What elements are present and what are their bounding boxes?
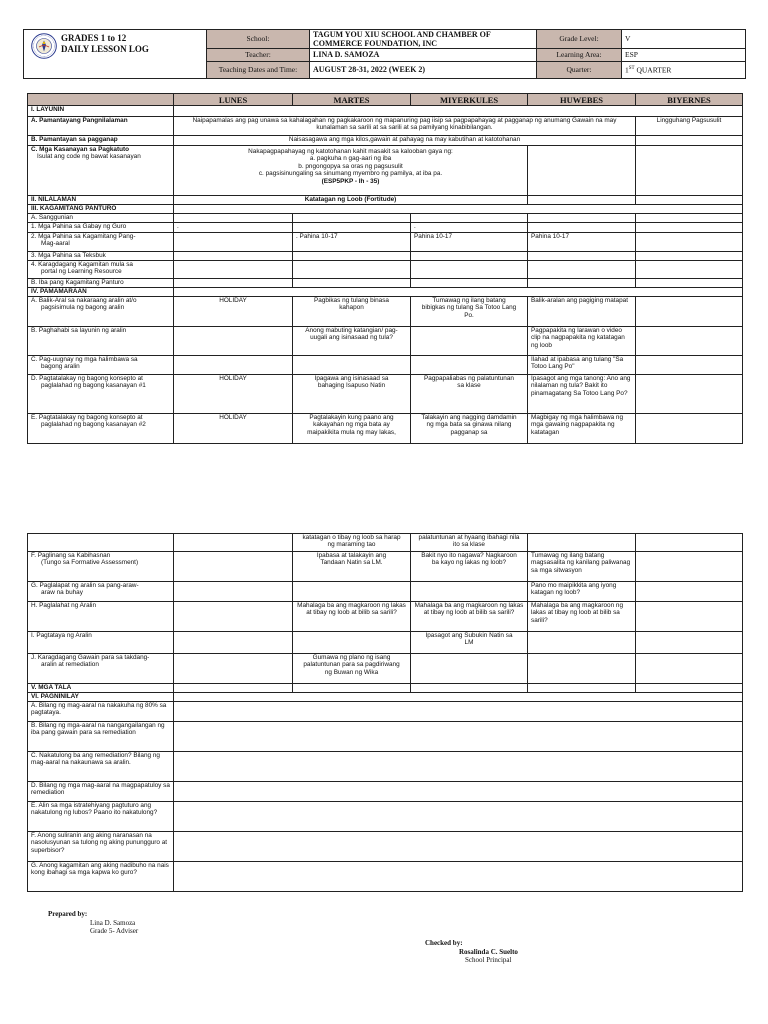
table-row [28, 702, 743, 722]
reflection-b: B. Bilang ng mga-aaral na nangangailangan ng iba pang gawain para sa remediation [28, 722, 174, 752]
table-row [28, 196, 743, 205]
konsepto-1-label: D. Pagtatalakay ng bagong konsepto at paglalahad ng bagong kasanayan #1 [28, 375, 174, 414]
pagganap-label: B. Pamantayan sa pagganap [28, 136, 174, 146]
table-row [28, 117, 743, 136]
kasanayan-text: Nakapagpapahayag ng katotohanan kahit masakit sa kalooban gaya ng: a. pagkuha n gag-aari ng iba b. pngongopya sa oras ng pagsusulit c. pagsisinungaling sa sinumang myembro ng pamilya, at iba pa. (ESP5PKP - Ih - 35) [174, 146, 528, 196]
quarter-value: 1ST QUARTER [622, 62, 746, 79]
deped-seal-icon [31, 33, 57, 59]
teacher-value: LINA D. SAMOZA [310, 49, 537, 62]
section-pagninilay: VI. PAGNINILAY [28, 693, 174, 702]
teksbuk-label: 3. Mga Pahina sa Teksbuk [28, 252, 174, 261]
table-row [28, 205, 743, 214]
table-row [28, 862, 743, 892]
section-nilalaman: II. NILALAMAN [28, 196, 174, 205]
kagamitang-label: 2. Mga Pahina sa Kagamitang Pang- Mag-aaral [28, 233, 174, 252]
section-layunin: I. LAYUNIN [28, 106, 174, 117]
konsepto-2-label: E. Pagtatalakay ng bagong konsepto at paglalahad ng bagong kasanayan #2 [28, 414, 174, 444]
paglalapat-label: G. Paglalapat ng aralin sa pang-araw- araw na buhay [28, 582, 174, 602]
reflection-g: G. Anong kagamitan ang aking nadibuho na nais kong ibahagi sa mga kapwa ko guro? [28, 862, 174, 892]
quarter-label: Quarter: [537, 62, 622, 79]
karagdagang-label: 4. Karagdagang Kagamitan mula sa portal ng Learning Resource [28, 261, 174, 279]
table-row: J. Karagdagang Gawain para sa takdang- aralin at remediation Gumawa ng plano ng isang palatuntunan para sa pagdiriwang ng Buwan ng Wika [28, 654, 743, 684]
table-row: E. Pagtatalakay ng bagong konsepto at paglalahad ng bagong kasanayan #2 HOLIDAY Pagtalakayin kung paano ang kakayahan ng mga bata ay maipakikita mula ng may lakas, Talakayin ang nagging damdamin ng mga bata sa ginawa nilang pagganap sa Magbigay ng mga halimbawa ng mga gawaing nagpapakita ng katatagan [28, 414, 743, 444]
prepared-by-role: Grade 5- Adviser [90, 927, 139, 935]
reflection-d: D. Bilang ng mga mag-aaral na magpapatuloy sa remediation [28, 782, 174, 802]
table-row [28, 288, 743, 297]
reflection-a: A. Bilang ng mag-aaral na nakakuha ng 80% sa pagtataya. [28, 702, 174, 722]
nilalaman-text: Katatagan ng Loob (Fortitude) [174, 196, 528, 205]
day-martes: MARTES [293, 94, 411, 106]
pagtataya-label: I. Pagtataya ng Aralin [28, 632, 174, 654]
table-row: B. Paghahabi sa layunin ng aralin Anong mabuting katangian/ pag-uugali ang isinasaad ng tula? Pagpapakita ng larawan o video clip na nagpapakita ng katatagan ng loob [28, 327, 743, 356]
kasanayan-code: (ESP5PKP - Ih - 35) [321, 177, 380, 185]
grade-level-value: V [622, 30, 746, 49]
karagdagang-gawain-label: J. Karagdagang Gawain para sa takdang- aralin at remediation [28, 654, 174, 684]
table-row [28, 802, 743, 832]
pamantayang-label: A. Pamantayang Pangnilalaman [28, 117, 174, 136]
table-row [28, 261, 743, 279]
reflection-e: E. Alin sa mga istratehiyang pagtuturo ang nakatulong ng lubos? Paano ito nakatulong? [28, 802, 174, 832]
paglinang-label: F. Paglinang sa Kabihasnan (Tungo sa Formative Assessment) [28, 552, 174, 582]
prepared-by-label: Prepared by: [48, 910, 88, 918]
section-pamamaraan: IV. PAMAMARAAN [28, 288, 174, 297]
table-row: H. Paglalahat ng Aralin Mahalaga ba ang magkaroon ng lakas at tibay ng loob at bilib sa sarili? Mahalaga ba ang magkaroon ng lakas at tibay ng loob at bilib sa sarili? Mahalaga ba ang magkaroon ng lakas at tibay ng loob at bilib sa sarili? [28, 602, 743, 632]
table-row: G. Paglalapat ng aralin sa pang-araw- araw na buhay Pano mo maipikkita ang iyong katagan ng loob? [28, 582, 743, 602]
checked-by-name: Rosalinda C. Suelto [459, 947, 518, 956]
day-header-blank [28, 94, 174, 106]
table-row [28, 684, 743, 693]
table-row [28, 106, 743, 117]
teacher-label: Teacher: [207, 49, 310, 62]
table-row: D. Pagtatalakay ng bagong konsepto at paglalahad ng bagong kasanayan #1 HOLIDAY Ipagawa ang isinasaad sa bahaging Isapuso Natin Pagpapaliabas ng palatuntunan sa klase Ipasagot ang mga tanong: Ano ang nilalaman ng tula? Bakit ito pinamagatang Sa Totoo Lang Po? [28, 375, 743, 414]
table-row [28, 752, 743, 782]
grades-title: GRADES 1 to 12 [61, 33, 127, 43]
checked-by-block [425, 939, 518, 965]
table-row [28, 693, 743, 702]
table-row: 1. Mga Pahina sa Gabay ng Guro . . [28, 223, 743, 233]
learning-area-value: ESP [622, 49, 746, 62]
checked-by-role: School Principal [465, 956, 512, 964]
day-huwebes: HUWEBES [528, 94, 636, 106]
iba-label: B. Iba pang Kagamitang Panturo [28, 279, 174, 288]
reflection-c: C. Nakatulong ba ang remediation? Bilang ng mag-aaral na nakaunawa sa aralin. [28, 752, 174, 782]
dates-value: AUGUST 28-31, 2022 (WEEK 2) [310, 62, 537, 79]
lesson-table-page1 [27, 93, 743, 444]
checked-by-label: Checked by: [425, 939, 463, 947]
section-kagamitan: III. KAGAMITANG PANTURO [28, 205, 174, 214]
daily-lesson-log-title: DAILY LESSON LOG [61, 44, 149, 54]
table-row [28, 279, 743, 288]
header-table [23, 29, 746, 79]
table-row [28, 146, 743, 196]
day-miyerkules: MIYERKULES [411, 94, 528, 106]
day-biyernes: BIYERNES [636, 94, 743, 106]
paghahabi-label: B. Paghahabi sa layunin ng aralin [28, 327, 174, 356]
balik-label: A. Balik-Aral sa nakaraang aralin at/o pagsisimula ng bagong aralin [28, 297, 174, 327]
table-row [28, 214, 743, 223]
school-value: TAGUM YOU XIU SCHOOL AND CHAMBER OF COMMERCE FOUNDATION, INC [310, 30, 537, 49]
table-row: F. Paglinang sa Kabihasnan (Tungo sa Formative Assessment) Ipabasa at talakayin ang Tandaan Natin sa LM. Bakit nyo ito nagawa? Nagkaroon ba kayo ng lakas ng loob? Tumawag ng ilang batang magsasalita ng kanilang paliwanag sa mga sitwasyon [28, 552, 743, 582]
section-mga-tala: V. MGA TALA [28, 684, 174, 693]
paglalahat-label: H. Paglalahat ng Aralin [28, 602, 174, 632]
pagganap-text: Naisasagawa ang mga kilos,gawain at pahayag na may kabutihan at katotohanan [174, 136, 636, 146]
logo-cell [24, 30, 207, 79]
day-lunes: LUNES [174, 94, 293, 106]
table-row: I. Pagtataya ng Aralin Ipasagot ang Subukin Natin sa LM [28, 632, 743, 654]
table-row [28, 782, 743, 802]
pamantayang-friday: Lingguhang Pagsusulit [636, 117, 743, 136]
sanggunian-label: A. Sanggunian [28, 214, 174, 223]
grade-level-label: Grade Level: [537, 30, 622, 49]
prepared-by-name: Lina D. Samoza [90, 918, 136, 927]
kasanayan-label: C. Mga Kasanayan sa Pagkatuto Isulat ang code ng bawat kasanayan [28, 146, 174, 196]
table-row: C. Pag-uugnay ng mga halimbawa sa bagong aralin Ilahad at ipabasa ang tulang "Sa Totoo Lang Po" [28, 356, 743, 375]
table-row [28, 136, 743, 146]
gabay-label: 1. Mga Pahina sa Gabay ng Guro [28, 223, 174, 233]
day-header-row [28, 94, 743, 106]
pag-uugnay-label: C. Pag-uugnay ng mga halimbawa sa bagong aralin [28, 356, 174, 375]
dates-label: Teaching Dates and Time: [207, 62, 310, 79]
table-row: A. Balik-Aral sa nakaraang aralin at/o pagsisimula ng bagong aralin HOLIDAY Pagbikas ng tulang binasa kahapon Tumawag ng ilang batang bibigkas ng tulang Sa Totoo Lang Po. Balik-aralan ang pagiging matapat [28, 297, 743, 327]
prepared-by-block [48, 910, 138, 936]
reflection-f: F. Anong suliranin ang aking naranasan na nasolusyunan sa tulong ng aking punungguro at superbisor? [28, 832, 174, 862]
lesson-table-page2 [27, 533, 743, 892]
table-row [28, 832, 743, 862]
table-row: 2. Mga Pahina sa Kagamitang Pang- Mag-aaral . Pahina 10-17 Pahina 10-17 Pahina 10-17 [28, 233, 743, 252]
learning-area-label: Learning Area: [537, 49, 622, 62]
school-label: School: [207, 30, 310, 49]
table-row [28, 252, 743, 261]
table-row: katatagan o tibay ng loob sa harap ng maraming tao palatuntunan at hyaang ibahagi nila ito sa klase [28, 534, 743, 552]
table-row [28, 722, 743, 752]
pamantayang-text: Naipapamalas ang pag unawa sa kahalagahan ng pagkakaroon ng mapanuring pag iisip sa pagpapahayag at pagganap ng anumang Gawain na may kunalaman sa sarili at sa sarili at sa pamilyang kinabibilangan. [174, 117, 636, 136]
